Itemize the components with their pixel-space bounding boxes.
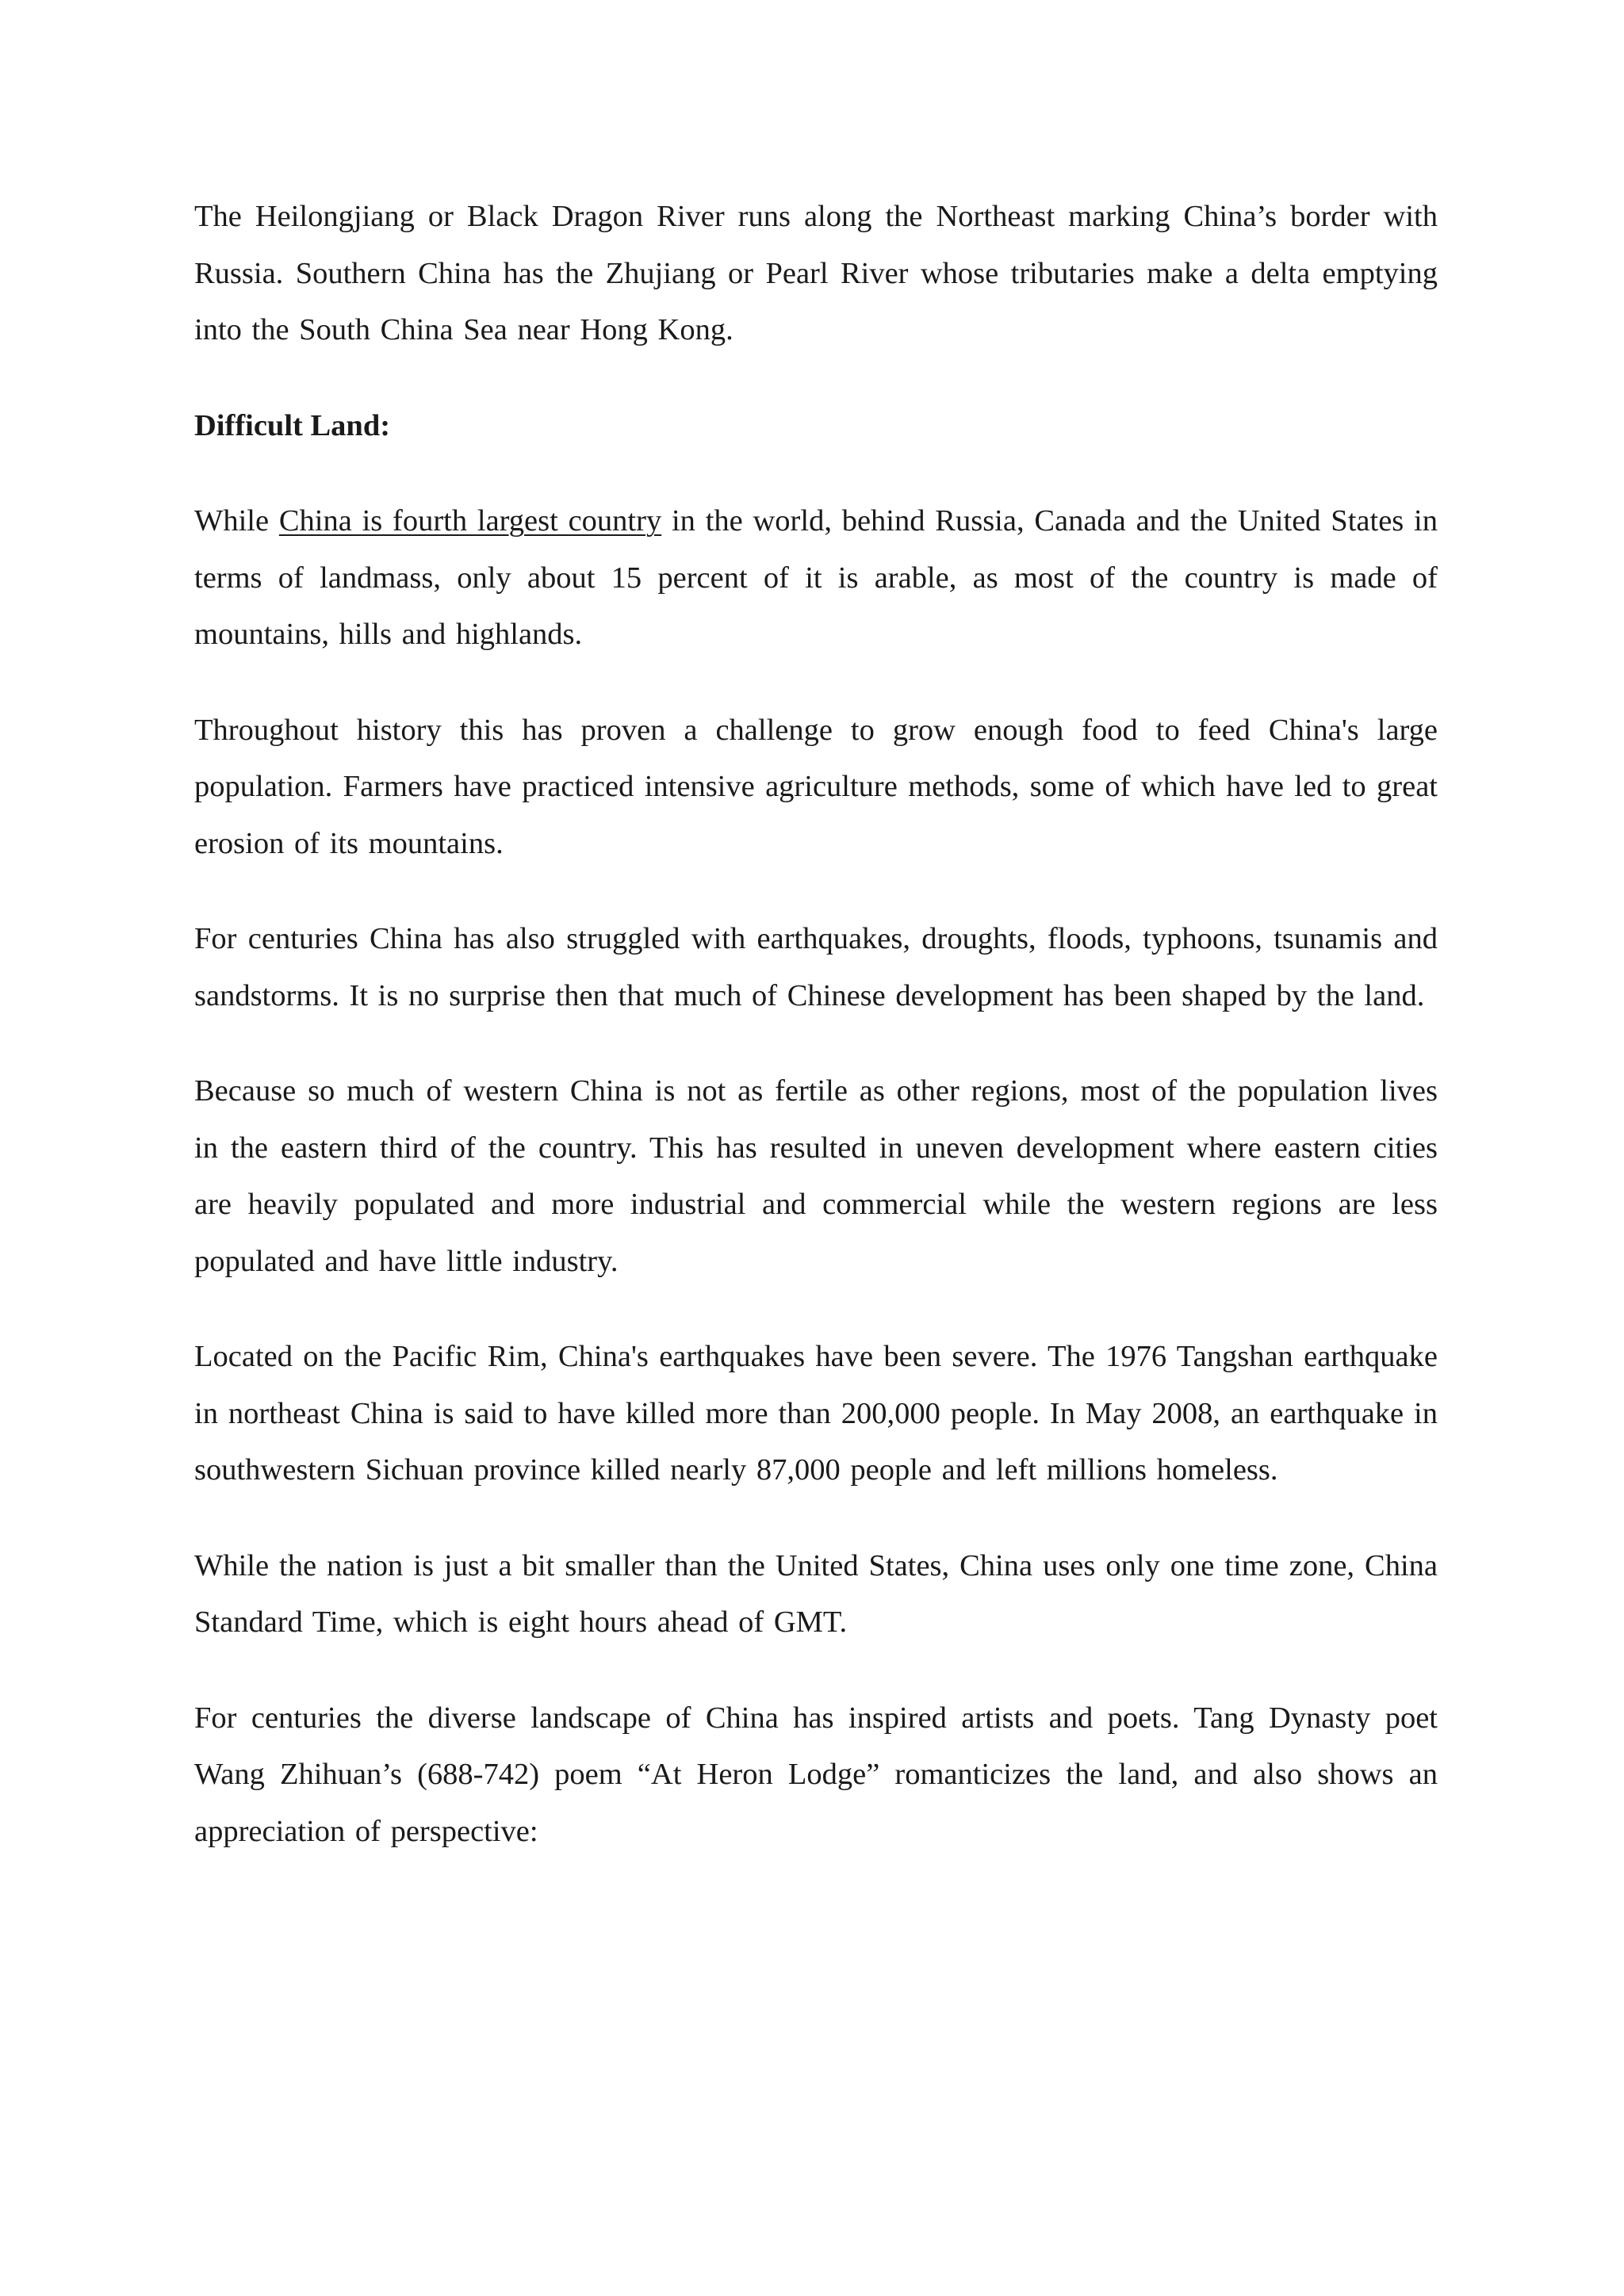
document-body (194, 189, 1438, 1899)
paragraph-population: Because so much of western China is not as fertile as other regions, most of the population lives in the eastern third of the country. This has resulted in uneven development where eastern cities are heavily populated and more industrial and commercial while the western regions are less populated and have little industry. (194, 1074, 1438, 1278)
section-heading: Difficult Land: (194, 408, 391, 442)
paragraph-disasters: For centuries China has also struggled with earthquakes, droughts, floods, typhoons, tsunamis and sandstorms. It is no surprise then that much of Chinese development has been shaped by the land. (194, 922, 1438, 1012)
paragraph-time-zone: While the nation is just a bit smaller than the United States, China uses only one time zone, China Standard Time, which is eight hours ahead of GMT. (194, 1548, 1438, 1639)
paragraph-landmass-rest: in the world, behind Russia, Canada and the United States in terms of landmass, only about 15 percent of it is arable, as most of the country is made of mountains, hills and highlands. (194, 504, 1438, 651)
china-fourth-largest-link[interactable]: China is fourth largest country (278, 504, 662, 538)
paragraph-landmass (194, 493, 1438, 664)
paragraph-agriculture: Throughout history this has proven a challenge to grow enough food to feed China's large population. Farmers have practiced intensive agriculture methods, some of which have led to great erosion of its mountains. (194, 713, 1438, 860)
paragraph-earthquakes: Located on the Pacific Rim, China's earthquakes have been severe. The 1976 Tangshan earthquake in northeast China is said to have killed more than 200,000 people. In May 2008, an earthquake in southwestern Sichuan province killed nearly 87,000 people and left millions homeless. (194, 1340, 1438, 1487)
paragraph-rivers: The Heilongjiang or Black Dragon River runs along the Northeast marking China’s border with Russia. Southern China has the Zhujiang or Pearl River whose tributaries make a delta emptying into the South China Sea near Hong Kong. (194, 200, 1438, 346)
paragraph-landmass-intro: While (194, 504, 279, 538)
paragraph-poetry: For centuries the diverse landscape of China has inspired artists and poets. Tang Dynasty poet Wang Zhihuan’s (688-742) poem “At Heron Lodge” romanticizes the land, and also shows an appreciation of perspective: (194, 1701, 1438, 1848)
